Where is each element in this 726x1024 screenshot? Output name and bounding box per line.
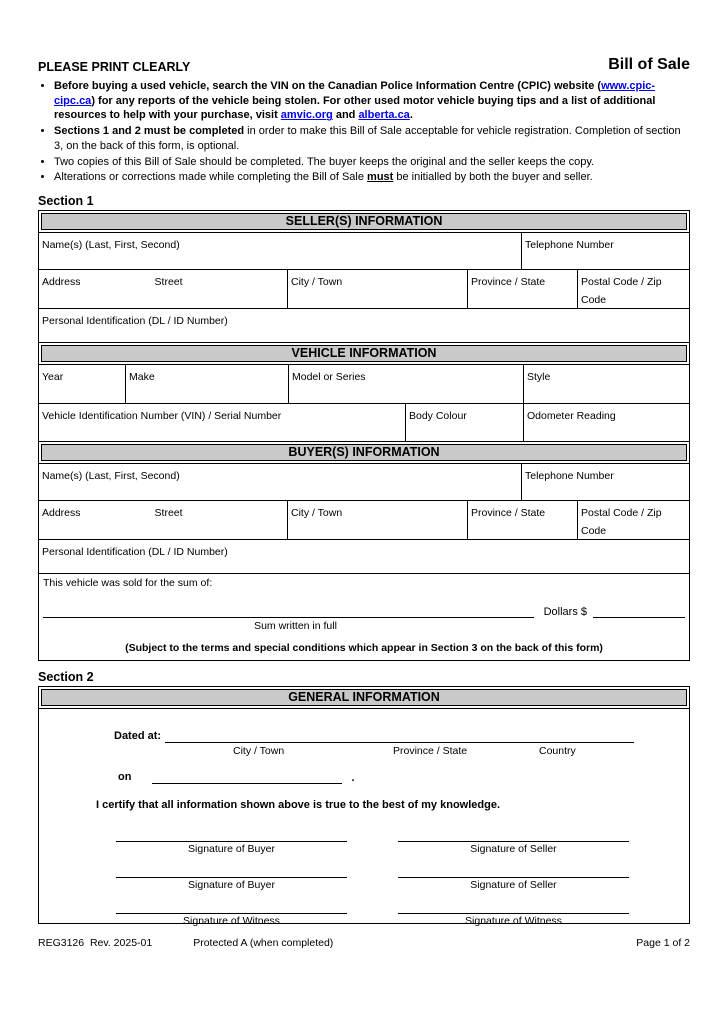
- sale-sum-box: [39, 574, 689, 660]
- page-footer: [38, 937, 690, 949]
- instruction-item: • Sections 1 and 2 must be completed in order to make this Bill of Sale acceptable for vehicle registration. Completion of section 3, on the back of this form, is optional.: [54, 124, 690, 153]
- buyer-id-row: [39, 540, 689, 574]
- seller-signature-line-1[interactable]: [398, 832, 629, 842]
- seller-province-field[interactable]: [468, 270, 578, 308]
- form-reference: REG3126 Rev. 2025-01: [38, 937, 153, 950]
- seller-postal-label: Postal Code / Zip Code: [581, 276, 662, 307]
- buyer-info-title: BUYER(S) INFORMATION: [41, 444, 687, 461]
- buyer-signature-caption-1: Signature of Buyer: [188, 843, 275, 856]
- witness-signature-caption-right: Signature of Witness: [465, 915, 562, 928]
- page-title: Bill of Sale: [608, 56, 690, 73]
- buyer-info-bar: [39, 442, 689, 464]
- vehicle-vin-field[interactable]: [39, 404, 406, 441]
- vehicle-info-title: VEHICLE INFORMATION: [41, 345, 687, 362]
- buyer-name-row: [39, 464, 689, 501]
- signature-slot-buyer-1: [116, 832, 347, 855]
- buyer-signature-caption-2: Signature of Buyer: [188, 879, 275, 892]
- seller-id-label: Personal Identification (DL / ID Number): [42, 315, 228, 328]
- seller-city-label: City / Town: [291, 276, 343, 289]
- seller-name-field[interactable]: [39, 233, 522, 269]
- vehicle-make-label: Make: [129, 371, 155, 384]
- vehicle-body-colour-field[interactable]: [406, 404, 524, 441]
- seller-street-label: Street: [154, 276, 183, 289]
- cpic-link[interactable]: www.cpic-cipc.ca: [54, 80, 656, 107]
- buyer-id-field[interactable]: [39, 540, 689, 573]
- signature-slot-seller-2: [398, 868, 629, 891]
- seller-name-row: [39, 233, 689, 270]
- sale-sum-row: [39, 574, 689, 660]
- seller-phone-field[interactable]: [522, 233, 689, 269]
- amvic-link[interactable]: amvic.org: [280, 109, 333, 122]
- vehicle-style-field[interactable]: [524, 365, 689, 403]
- instructions-list: [54, 79, 690, 185]
- certify-statement: I certify that all information shown above is true to the best of my knowledge.: [96, 799, 501, 812]
- page-header: [38, 56, 690, 74]
- dollars-label: Dollars $: [543, 606, 587, 619]
- buyer-address-row: [39, 501, 689, 540]
- vehicle-odometer-field[interactable]: [524, 404, 689, 441]
- vehicle-row-1: [39, 365, 689, 404]
- seller-address-field[interactable]: [39, 270, 288, 308]
- seller-phone-label: Telephone Number: [525, 239, 614, 252]
- vehicle-info-bar: [39, 343, 689, 365]
- seller-address-row: [39, 270, 689, 309]
- dated-at-label: Dated at:: [114, 730, 162, 743]
- buyer-address-field[interactable]: [39, 501, 288, 539]
- seller-info-bar: [39, 211, 689, 233]
- general-info-box: [39, 709, 689, 928]
- page-indicator: Page 1 of 2: [636, 937, 690, 950]
- vehicle-odometer-label: Odometer Reading: [527, 410, 616, 423]
- seller-province-label: Province / State: [471, 276, 546, 289]
- vehicle-make-field[interactable]: [126, 365, 289, 403]
- vehicle-vin-label: Vehicle Identification Number (VIN) / Serial Number: [42, 410, 282, 423]
- instruction-item: • Alterations or corrections made while completing the Bill of Sale must be initialled by both the buyer and seller.: [54, 170, 690, 185]
- signature-slot-witness-right: [398, 904, 629, 927]
- section2-heading: Section 2: [38, 670, 94, 685]
- vehicle-row-2: [39, 404, 689, 442]
- seller-postal-field[interactable]: [578, 270, 689, 308]
- alberta-link[interactable]: alberta.ca: [358, 109, 410, 122]
- security-classification: Protected A (when completed): [193, 937, 334, 950]
- dollar-amount-line[interactable]: [593, 605, 685, 618]
- vehicle-year-field[interactable]: [39, 365, 126, 403]
- buyer-phone-field[interactable]: [522, 464, 689, 500]
- vehicle-year-label: Year: [42, 371, 64, 384]
- date-line[interactable]: [152, 771, 342, 784]
- signature-slot-witness-left: [116, 904, 347, 927]
- seller-address-label: Address: [42, 276, 81, 289]
- section2-table: [38, 686, 690, 928]
- dated-country-caption: Country: [539, 745, 576, 758]
- vehicle-style-label: Style: [527, 371, 551, 384]
- on-period: .: [351, 772, 355, 785]
- dated-city-caption: City / Town: [233, 745, 285, 758]
- dated-at-line[interactable]: [165, 730, 634, 743]
- witness-signature-caption-left: Signature of Witness: [183, 915, 280, 928]
- general-info-title: GENERAL INFORMATION: [41, 689, 687, 706]
- buyer-address-label: Address: [42, 507, 81, 520]
- sum-written-line[interactable]: [43, 605, 534, 618]
- sum-caption: Sum written in full: [254, 620, 337, 633]
- buyer-signature-line-2[interactable]: [116, 868, 347, 878]
- seller-name-label: Name(s) (Last, First, Second): [42, 239, 180, 252]
- sold-for-label: This vehicle was sold for the sum of:: [43, 577, 213, 590]
- signature-grid: [39, 832, 689, 927]
- print-clearly-label: PLEASE PRINT CLEARLY: [38, 60, 191, 74]
- buyer-province-field[interactable]: [468, 501, 578, 539]
- seller-id-field[interactable]: [39, 309, 689, 342]
- buyer-phone-label: Telephone Number: [525, 470, 614, 483]
- subject-note: (Subject to the terms and special conditions which appear in Section 3 on the back of this form): [125, 642, 603, 655]
- seller-city-field[interactable]: [288, 270, 468, 308]
- seller-signature-line-2[interactable]: [398, 868, 629, 878]
- signature-slot-seller-1: [398, 832, 629, 855]
- on-label: on: [118, 771, 132, 784]
- signature-slot-buyer-2: [116, 868, 347, 891]
- general-info-bar: [39, 687, 689, 709]
- buyer-city-label: City / Town: [291, 507, 343, 520]
- seller-info-title: SELLER(S) INFORMATION: [41, 213, 687, 230]
- vehicle-model-field[interactable]: [289, 365, 524, 403]
- seller-signature-caption-2: Signature of Seller: [470, 879, 557, 892]
- buyer-name-field[interactable]: [39, 464, 522, 500]
- seller-id-row: [39, 309, 689, 343]
- witness-signature-line-left[interactable]: [116, 904, 347, 914]
- general-info-row: [39, 709, 689, 928]
- buyer-id-label: Personal Identification (DL / ID Number): [42, 546, 228, 559]
- buyer-street-label: Street: [154, 507, 183, 520]
- buyer-postal-label: Postal Code / Zip Code: [581, 507, 662, 538]
- section1-heading: Section 1: [38, 194, 94, 209]
- buyer-signature-line-1[interactable]: [116, 832, 347, 842]
- vehicle-body-colour-label: Body Colour: [409, 410, 467, 423]
- section1-table: [38, 210, 690, 661]
- vehicle-model-label: Model or Series: [292, 371, 366, 384]
- buyer-name-label: Name(s) (Last, First, Second): [42, 470, 180, 483]
- witness-signature-line-right[interactable]: [398, 904, 629, 914]
- instruction-item: • Before buying a used vehicle, search the VIN on the Canadian Police Information Centre (CPIC) website (www.cpic-cipc.ca) for any reports of the vehicle being stolen. For other used motor vehicle buying tips and a list of additional resources to help with your purchase, visit amvic.org and alberta.ca.: [54, 79, 690, 123]
- buyer-postal-field[interactable]: [578, 501, 689, 539]
- seller-signature-caption-1: Signature of Seller: [470, 843, 557, 856]
- dated-province-caption: Province / State: [393, 745, 468, 758]
- buyer-province-label: Province / State: [471, 507, 546, 520]
- instruction-item: • Two copies of this Bill of Sale should be completed. The buyer keeps the original and the seller keeps the copy.: [54, 155, 690, 170]
- buyer-city-field[interactable]: [288, 501, 468, 539]
